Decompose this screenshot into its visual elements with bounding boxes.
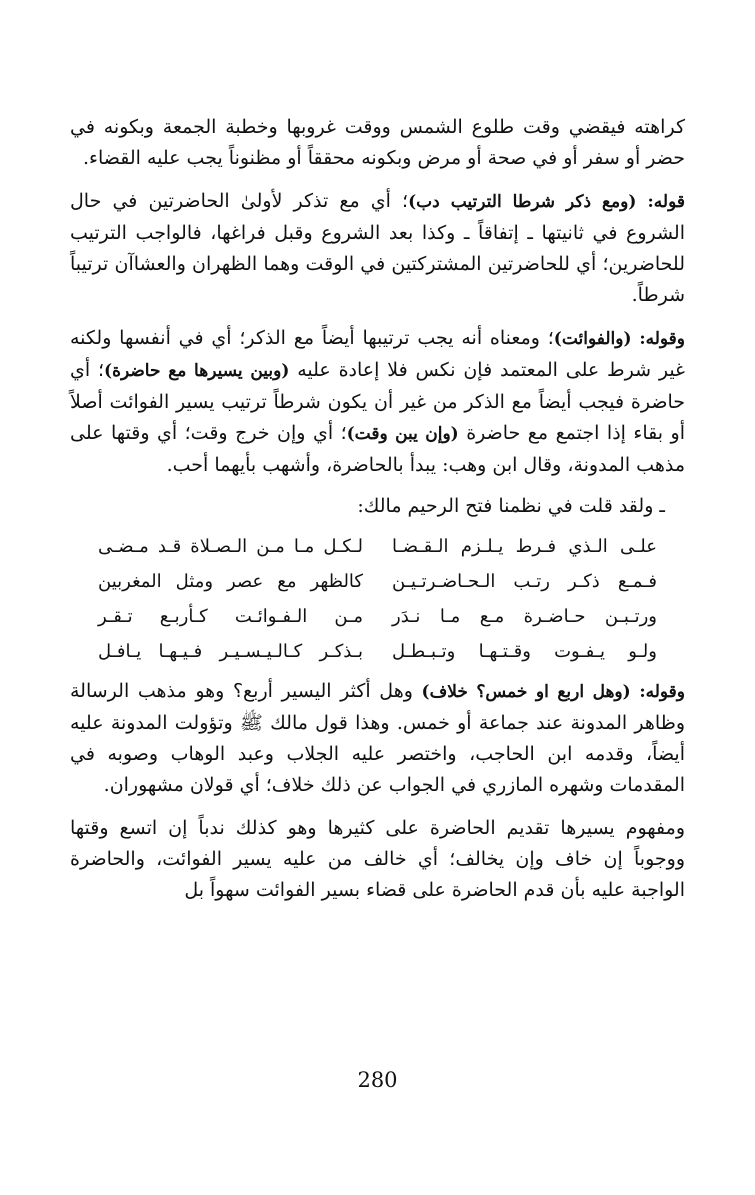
verse-4-first-hemistich: ولـو يـفـوت وقـتـهـا وتـبـطـل xyxy=(392,641,657,662)
poem-verse xyxy=(70,600,685,633)
paragraph-1: كراهته فيقضي وقت طلوع الشمس ووقت غروبها وخطبة الجمعة وبكونه في حضر أو سفر أو في صحة أو مرض وبكونه محققاً أو مظنوناً يجب عليه القضاء. xyxy=(70,116,685,169)
paragraph-4-quote: (وهل اربع او خمس؟ خلاف) xyxy=(421,682,631,702)
page-body xyxy=(70,112,685,906)
verse-1-first-hemistich: علـى الـذي فـرط يـلـزم الـقـضـا xyxy=(392,536,657,557)
paragraph-3-lead: وقوله: xyxy=(639,329,686,349)
verse-1-second-hemistich: لـكـل مـا مـن الـصـلاة قـد مـضـى xyxy=(98,536,363,557)
paragraph-4 xyxy=(70,676,685,801)
poem-intro: ـ ولقد قلت في نظمنا فتح الرحيم مالك: xyxy=(357,495,665,517)
poem xyxy=(70,530,685,668)
verse-3-second-hemistich: مـن الـفـوائـت كـأربـع تـقـر xyxy=(98,606,363,627)
paragraph-4-text: وهل أكثر اليسير أربع؟ وهو مذهب الرسالة وظاهر المدونة عند جماعة أو خمس. وهذا قول مالك ﷺ وتؤولت المدونة عليه أيضاً، وقدمه ابن الحاجب، واختصر عليه الجلاب وعبد الوهاب وصوبه في المقدمات وشهره المازري في الجواب عن ذلك خلاف؛ أي قولان مشهوران. xyxy=(70,680,685,796)
poem-verse xyxy=(70,635,685,668)
paragraph-3-text-2: ؛ أي حاضرة فيجب أيضاً مع الذكر من غير أن يكون شرطاً ترتيب يسير الفوائت أصلاً أو بقاء إذا اجتمع مع حاضرة xyxy=(70,359,685,444)
paragraph-3-text-1: ؛ ومعناه أنه يجب ترتيبها أيضاً مع الذكر؛ أي في أنفسها ولكنه غير شرط على المعتمد فإن نكس فلا إعادة عليه xyxy=(70,327,685,381)
verse-2-first-hemistich: فـمـع ذكـر رتـب الـحـاضـرتـيـن xyxy=(392,571,657,592)
paragraph-3-quote-1: (والفوائت) xyxy=(553,329,632,349)
paragraph-2-quote: (ومع ذكر شرطا الترتيب دب) xyxy=(408,192,637,212)
verse-2-second-hemistich: كالظهر مع عصر ومثل المغربين xyxy=(98,571,363,592)
verse-3-first-hemistich: ورتـبـن حـاضـرة مـع مـا نـدَر xyxy=(392,606,657,627)
poem-verse xyxy=(70,530,685,563)
paragraph-3-quote-2: (وبين يسيرها مع حاضرة) xyxy=(104,361,290,381)
paragraph-2-lead: قوله: xyxy=(647,192,685,212)
page-number: 280 xyxy=(357,1068,398,1092)
paragraph-2 xyxy=(70,186,685,311)
paragraph-3-quote-3: (وإن يبن وقت) xyxy=(346,424,459,444)
paragraph-2-text: ؛ أي مع تذكر لأولىٰ الحاضرتين في حال الشروع في ثانيتها ـ إتفاقاً ـ وكذا بعد الشروع وقبل فراغها، فالواجب الترتيب للحاضرين؛ أي للحاضرتين المشتركتين في الوقت وهما الظهران والعشاآن ترتيباً شرطاً. xyxy=(70,190,685,306)
poem-verse xyxy=(70,565,685,598)
paragraph-3 xyxy=(70,323,685,481)
paragraph-4-lead: وقوله: xyxy=(639,682,685,702)
paragraph-5: ومفهوم يسيرها تقديم الحاضرة على كثيرها وهو كذلك ندباً إن اتسع وقتها ووجوباً إن خاف وإن يخالف؛ أي خالف من عليه يسير الفوائت، والحاضرة الواجبة عليه بأن قدم الحاضرة على قضاء بسير الفوائت سهواً بل xyxy=(70,817,685,901)
verse-4-second-hemistich: بـذكـر كـالـيـسـيـر فـيـهـا يـافـل xyxy=(98,641,363,662)
paragraph-3-text-3: ؛ أي وإن خرج وقت؛ أي وقتها على مذهب المدونة، وقال ابن وهب: يبدأ بالحاضرة، وأشهب بأيهما أحب. xyxy=(70,422,685,476)
